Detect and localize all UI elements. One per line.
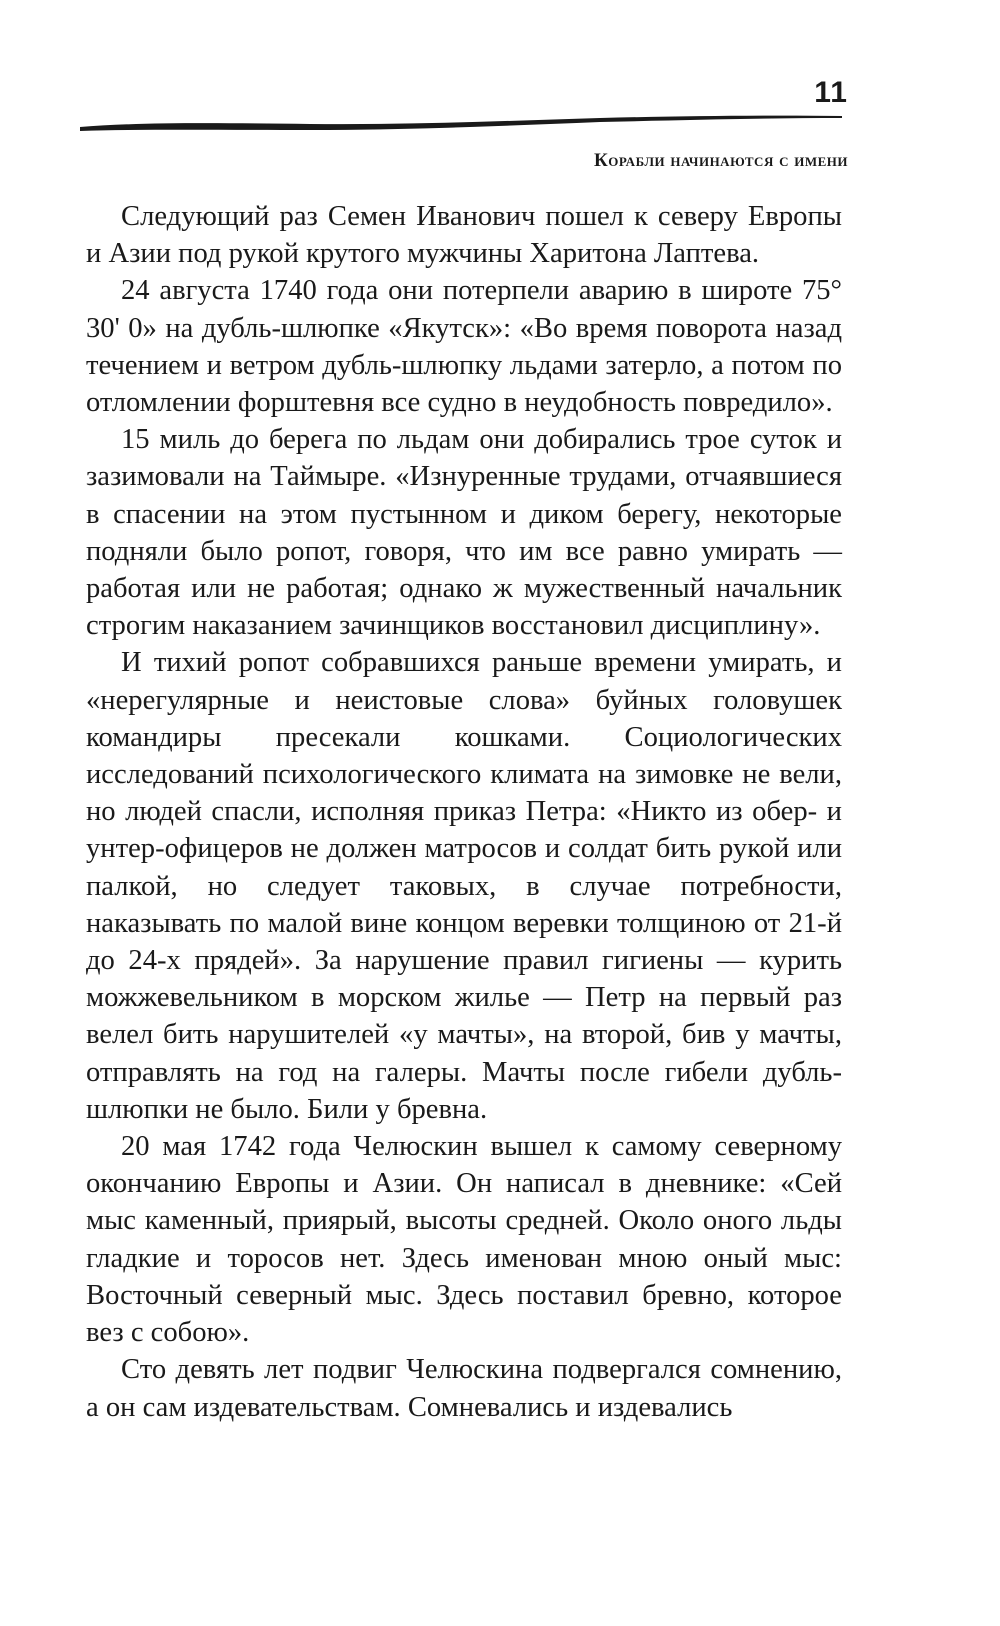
body-text [86,198,842,1426]
paragraph: 20 мая 1742 года Челюскин вышел к самому северному окончанию Европы и Азии. Он написал в дневнике: «Сей мыс каменный, приярый, высоты средней. Около оного льды гладкие и торосов нет. Здесь именован мною оный мыс: Восточный северный мыс. Здесь поставил бревно, которое вез с собою». [86,1131,842,1349]
paragraph: Сто девять лет подвиг Челюскина подвергался сомнению, а он сам издевательствам. Сомневались и издевались [86,1354,842,1423]
paragraph: 24 августа 1740 года они потерпели аварию в широте 75° 30' 0» на дубль-шлюпке «Якутск»: «Во время поворота назад течением и ветром дубль-шлюпку льдами затерло, а потом по отломлении форштевня все судно в неудобность повредило». [86,275,842,419]
running-title: Корабли начинаются с имени [594,150,848,171]
paragraph: Следующий раз Семен Иванович пошел к северу Европы и Азии под рукой крутого мужчины Харитона Лаптева. [86,201,842,270]
paragraph: 15 миль до берега по льдам они добирались трое суток и зазимовали на Таймыре. «Изнуренные трудами, отчаявшиеся в спасении на этом пустынном и диком берегу, некоторые подняли было ропот, говоря, что им все равно умирать — работая или не работая; однако ж мужественный начальник строгим наказанием зачинщиков восстановил дисциплину». [86,424,842,642]
header-brush-rule [80,112,842,138]
paragraph: И тихий ропот собравшихся раньше времени умирать, и «нерегулярные и неистовые слова» буйных головушек командиры пресекали кошками. Социологических исследований психологического климата на зимовке не вели, но людей спасли, исполняя приказ Петра: «Никто из обер- и унтер-офицеров не должен матросов и солдат бить рукой или палкой, но следует таковых, в случае потребности, наказывать по малой вине концом веревки толщиною от 21-й до 24-х прядей». За нарушение правил гигиены — курить можжевельником в морском жилье — Петр на первый раз велел бить нарушителей «у мачты», на второй, бив у мачты, отправлять на год на галеры. Мачты после гибели дубль-шлюпки не было. Били у бревна. [86,647,842,1125]
page-number: 11 [814,76,848,109]
